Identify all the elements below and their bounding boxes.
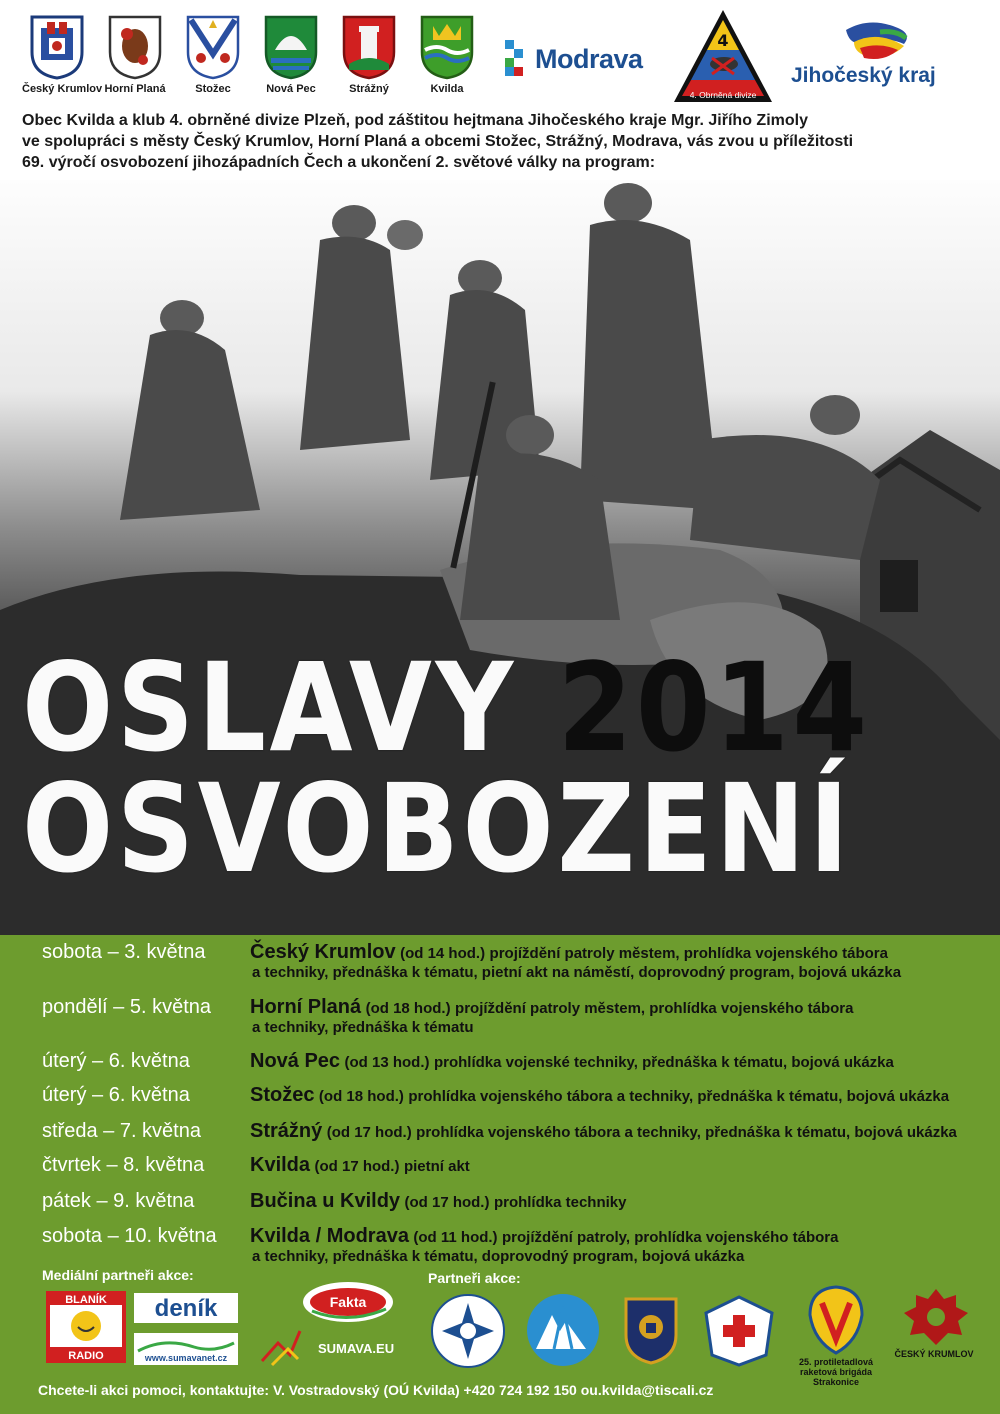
contact-line: Chcete-li akci pomoci, kontaktujte: V. Vostradovský (OÚ Kvilda) +420 724 192 150 ou.kvilda@tiscali.cz [38, 1382, 714, 1398]
region-mark-icon [840, 20, 920, 64]
blanik-top-text: BLANÍK [65, 1294, 107, 1306]
modrava-mark-icon [505, 40, 527, 78]
event-place: Nová Pec [250, 1050, 341, 1072]
event-time: (od 17 hod.) [314, 1158, 400, 1175]
crest-cesky-krumlov [22, 14, 103, 95]
armored-division-patch [672, 8, 774, 104]
blanik-radio-logo [46, 1291, 126, 1363]
caption-line: raketová brigáda [799, 1367, 873, 1377]
crest-label: Stožec [195, 83, 231, 95]
division-caption: 4. Obrněná divize [689, 90, 757, 100]
coat-of-arms-icon [185, 14, 241, 80]
sumavanet-logo [134, 1333, 238, 1365]
event-description: pietní akt [403, 1158, 470, 1175]
event-place: Stožec [250, 1084, 315, 1106]
denik-logo [134, 1293, 238, 1323]
event-time: (od 17 hod.) [404, 1194, 490, 1211]
program-event [250, 1050, 990, 1073]
modrava-text: Modrava [535, 44, 643, 74]
sumavanet-text: www.sumavanet.cz [144, 1353, 228, 1363]
crest-label: Horní Planá [104, 83, 166, 95]
intro-line: ve spolupráci s městy Český Krumlov, Horní Planá a obcemi Stožec, Strážný, Modrava, vás zvou u příležitosti [22, 133, 854, 150]
event-place: Český Krumlov [250, 941, 396, 963]
headline-word-osvobozeni: OSVOBOZENÍ [22, 758, 853, 900]
program-event [250, 1120, 990, 1143]
event-place: Strážný [250, 1120, 323, 1142]
event-description: prohlídka techniky [493, 1194, 627, 1211]
program-event [250, 1154, 990, 1177]
caption-line: 25. protiletadlová [798, 1357, 874, 1367]
fakta-logo [302, 1281, 394, 1323]
event-description-cont: a techniky, přednáška k tématu, pietní akt na náměstí, doprovodný program, bojová ukázka [252, 964, 902, 981]
crest-nova-pec [256, 14, 326, 95]
program-day: úterý – 6. května [42, 1050, 190, 1072]
event-description-cont: a techniky, přednáška k tématu, doprovodný program, bojová ukázka [252, 1248, 745, 1265]
crest-kvilda [412, 14, 482, 95]
coat-of-arms-icon [419, 14, 475, 80]
header-logo-strip [0, 0, 1000, 105]
event-time: (od 11 hod.) [413, 1229, 498, 1246]
coat-of-arms-icon [107, 14, 163, 80]
crest-horni-plana [100, 14, 170, 95]
program-day: pátek – 9. května [42, 1190, 195, 1212]
crest-strazny [334, 14, 404, 95]
intro-line: 69. výročí osvobození jihozápadních Čech a ukončení 2. světové války na program: [22, 154, 656, 171]
army-badge-logo [622, 1295, 680, 1365]
rocket-brigade-logo [808, 1285, 864, 1355]
denik-text: deník [154, 1295, 218, 1322]
crest-label: Strážný [349, 83, 389, 95]
event-place: Horní Planá [250, 996, 362, 1018]
event-time: (od 18 hod.) [318, 1088, 404, 1105]
program-day: středa – 7. května [42, 1120, 201, 1142]
sumava-eu-text: SUMAVA.EU [318, 1341, 395, 1356]
sumava-eu-logo [258, 1321, 398, 1369]
region-logo [788, 20, 968, 95]
fakta-text: Fakta [329, 1294, 367, 1310]
headline-line-1 [22, 637, 871, 779]
cesky-krumlov-emblem-logo [898, 1287, 974, 1347]
event-time: (od 18 hod.) [365, 1000, 451, 1017]
event-description: projíždění patroly, prohlídka vojenského tábora [502, 1229, 839, 1246]
event-description: projíždění patroly městem, prohlídka vojenského tábora [455, 1000, 854, 1017]
program-day: čtvrtek – 8. května [42, 1154, 205, 1176]
headline-word-oslavy: OSLAVY [22, 637, 517, 779]
event-description: prohlídka vojenské techniky, přednáška k tématu, bojová ukázka [433, 1054, 894, 1071]
crest-label: Nová Pec [266, 83, 316, 95]
program-day: pondělí – 5. května [42, 996, 212, 1018]
event-time: (od 17 hod.) [326, 1124, 412, 1141]
krumlov-partner-text: ČESKÝ KRUMLOV [894, 1349, 974, 1359]
event-time: (od 14 hod.) [400, 945, 486, 962]
event-place: Kvilda / Modrava [250, 1225, 409, 1247]
program-section [0, 935, 1000, 1414]
media-partners-label: Mediální partneři akce: [42, 1267, 194, 1283]
event-description: prohlídka vojenského tábora a techniky, přednáška k tématu, bojová ukázka [408, 1088, 950, 1105]
region-logo-text: Jihočeský kraj [791, 64, 936, 87]
intro-text [22, 110, 982, 173]
hero-photo [0, 180, 1000, 935]
caption-line: Strakonice [812, 1377, 860, 1387]
coat-of-arms-icon [263, 14, 319, 80]
program-event [250, 941, 990, 981]
modrava-logo [505, 42, 665, 82]
crest-stozec [178, 14, 248, 95]
event-time: (od 13 hod.) [344, 1054, 430, 1071]
event-description-cont: a techniky, přednáška k tématu [252, 1019, 474, 1036]
event-place: Kvilda [250, 1154, 311, 1176]
blanik-bottom-text: RADIO [68, 1350, 104, 1362]
crest-label: Kvilda [430, 83, 464, 95]
division-number: 4 [717, 31, 729, 50]
partners-label: Partneři akce: [428, 1270, 521, 1286]
program-day: úterý – 6. května [42, 1084, 190, 1106]
intro-line: Obec Kvilda a klub 4. obrněné divize Plzeň, pod záštitou hejtmana Jihočeského kraje Mgr. Jiřího Zimoly [22, 112, 808, 129]
program-event [250, 996, 990, 1036]
crest-label: Český Krumlov [22, 83, 103, 95]
coat-of-arms-icon [29, 14, 85, 80]
program-event [250, 1225, 990, 1265]
event-place: Bučina u Kvildy [250, 1190, 401, 1212]
program-event [250, 1190, 990, 1213]
event-description: projíždění patroly městem, prohlídka vojenského tábora [489, 945, 888, 962]
police-logo [430, 1293, 506, 1369]
program-day: sobota – 3. května [42, 941, 206, 963]
coat-of-arms-icon [341, 14, 397, 80]
program-day: sobota – 10. května [42, 1225, 217, 1247]
program-event [250, 1084, 990, 1107]
rescue-badge-logo [704, 1295, 774, 1367]
headline-year: 2014 [557, 637, 871, 779]
mountain-service-logo [526, 1293, 600, 1367]
event-description: prohlídka vojenského tábora a techniky, přednáška k tématu, bojová ukázka [416, 1124, 957, 1141]
